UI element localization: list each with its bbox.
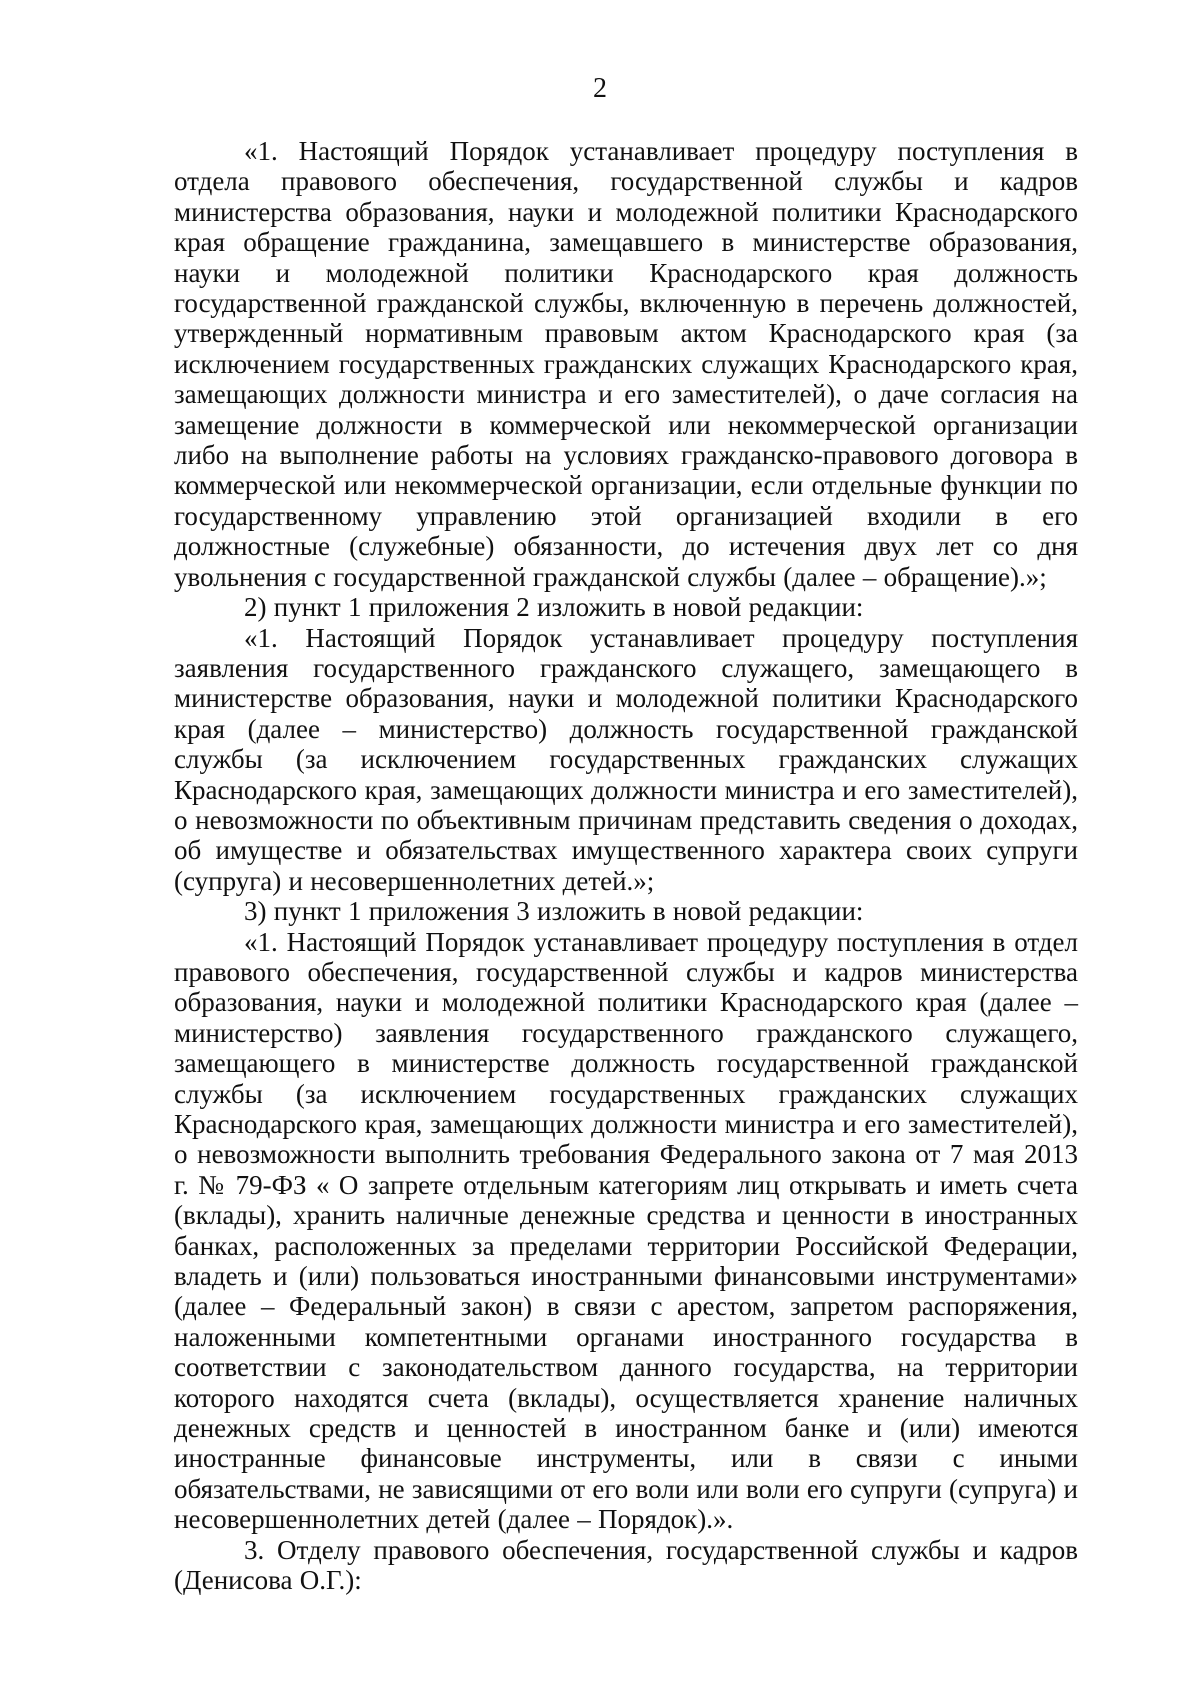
document-body xyxy=(174,136,1078,1596)
page-number: 2 xyxy=(593,73,607,104)
paragraph-item-2-heading: 2) пункт 1 приложения 2 изложить в новой редакции: xyxy=(244,592,864,623)
paragraph-order-1-amendment: «1. Настоящий Порядок устанавливает процедуру поступления в отдела правового обеспечения, государственной службы и кадров министерства образования, науки и молодежной политики Краснодарского края обращение гражданина, замещавшего в министерстве образования, науки и молодежной политики Краснодарского края должность государственной гражданской службы, включенную в перечень должностей, утвержденный нормативным правовым актом Краснодарского края (за исключением государственных гражданских служащих Краснодарского края, замещающих должности министра и его заместителей), о даче согласия на замещение должности в коммерческой или некоммерческой организации либо на выполнение работы на условиях гражданско-правового договора в коммерческой или некоммерческой организации, если отдельные функции по государственному управлению этой организацией входили в его должностные (служебные) обязанности, до истечения двух лет со дня увольнения с государственной гражданской службы (далее – обращение).»; xyxy=(174,136,1078,592)
paragraph-item-3-heading: 3) пункт 1 приложения 3 изложить в новой редакции: xyxy=(244,896,864,927)
paragraph-order-2-amendment: «1. Настоящий Порядок устанавливает процедуру поступления заявления государственного гражданского служащего, замещающего в министерстве образования, науки и молодежной политики Краснодарского края (далее – министерство) должность государственной гражданской службы (за исключением государственных гражданских служащих Краснодарского края, замещающих должности министра и его заместителей), о невозможности по объективным причинам представить сведения о доходах, об имуществе и обязательствах имущественного характера своих супруги (супруга) и несовершеннолетних детей.»; xyxy=(174,622,1078,896)
paragraph-section-3: 3. Отделу правового обеспечения, государственной службы и кадров (Денисова О.Г.): xyxy=(174,1534,1078,1596)
paragraph-order-3-amendment: «1. Настоящий Порядок устанавливает процедуру поступления в отдел правового обеспечения, государственной службы и кадров министерства образования, науки и молодежной политики Краснодарского края (далее – министерство) заявления государственного гражданского служащего, замещающего в министерстве должность государственной гражданской службы (за исключением государственных гражданских служащих Краснодарского края, замещающих должности министра и его заместителей), о невозможности выполнить требования Федерального закона от 7 мая 2013 г. № 79-ФЗ « О запрете отдельным категориям лиц открывать и иметь счета (вклады), хранить наличные денежные средства и ценности в иностранных банках, расположенных за пределами территории Российской Федерации, владеть и (или) пользоваться иностранными финансовыми инструментами» (далее – Федеральный закон) в связи с арестом, запретом распоряжения, наложенными компетентными органами иностранного государства в соответствии с законодательством данного государства, на территории которого находятся счета (вклады), осуществляется хранение наличных денежных средств и ценностей в иностранном банке и (или) имеются иностранные финансовые инструменты, или в связи с иными обязательствами, не зависящими от его воли или воли его супруги (супруга) и несовершеннолетних детей (далее – Порядок).». xyxy=(174,926,1078,1535)
